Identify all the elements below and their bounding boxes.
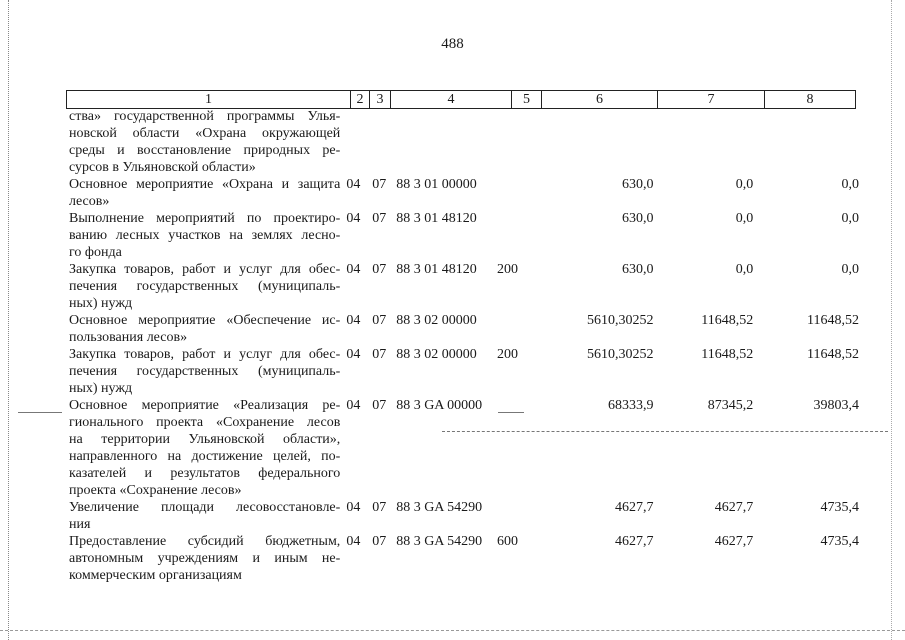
header-col-4: 4 xyxy=(391,91,512,108)
scan-line xyxy=(442,431,888,432)
header-col-1: 1 xyxy=(67,91,351,108)
row-name-line: печения государственных (муниципаль- xyxy=(69,364,341,379)
row-section: 04 xyxy=(346,262,361,277)
row-section: 04 xyxy=(346,500,361,515)
row-amount-col-7: 0,0 xyxy=(735,177,754,192)
header-col-7: 7 xyxy=(658,91,765,108)
row-expense-type xyxy=(497,499,534,533)
table-body xyxy=(69,108,859,584)
row-target-code: 88 3 01 48120 xyxy=(396,211,477,226)
row-name-line: новской области «Охрана окружающей xyxy=(69,126,341,141)
row-amount-col-6 xyxy=(534,108,654,176)
row-subsection: 07 xyxy=(372,500,387,515)
row-amount-col-8: 11648,52 xyxy=(807,347,860,362)
row-amount-col-7: 4627,7 xyxy=(714,500,754,515)
row-amount-col-8: 0,0 xyxy=(841,262,860,277)
row-section: 04 xyxy=(346,534,361,549)
row-name xyxy=(69,397,346,499)
row-amount-col-8 xyxy=(753,108,859,176)
table-row xyxy=(69,261,859,312)
row-name-line: сурсов в Ульяновской области» xyxy=(69,160,256,175)
header-col-8: 8 xyxy=(806,92,814,107)
table-row xyxy=(69,346,859,397)
row-expense-type: 600 xyxy=(496,534,518,549)
row-amount-col-7: 0,0 xyxy=(735,211,754,226)
row-name-line: Предоставление субсидий бюджетным, xyxy=(69,534,341,549)
row-name-line: гионального проекта «Сохранение лесов xyxy=(69,415,341,430)
row-subsection: 07 xyxy=(372,398,387,413)
row-name-line: го фонда xyxy=(69,245,122,260)
row-name xyxy=(69,346,346,397)
header-col-3: 3 xyxy=(370,91,391,108)
row-expense-type xyxy=(497,176,534,210)
row-name-line: казателей и результатов федерального xyxy=(69,466,341,481)
row-section: 04 xyxy=(346,211,361,226)
row-amount-col-7: 11648,52 xyxy=(701,313,754,328)
page-right-edge xyxy=(891,0,892,640)
row-amount-col-7: 11648,52 xyxy=(701,347,754,362)
row-name-line: Закупка товаров, работ и услуг для обес- xyxy=(69,262,341,277)
row-subsection: 07 xyxy=(372,211,387,226)
row-section: 04 xyxy=(346,398,361,413)
row-subsection: 07 xyxy=(372,534,387,549)
row-amount-col-7: 87345,2 xyxy=(707,398,754,413)
table-row xyxy=(69,108,859,176)
scan-line xyxy=(498,412,524,413)
row-target-code: 88 3 02 00000 xyxy=(396,347,477,362)
row-name-line: среды и восстановление природных ре- xyxy=(69,143,341,158)
row-expense-type xyxy=(497,210,534,261)
table-header xyxy=(66,90,856,109)
row-expense-type xyxy=(497,312,534,346)
row-target-code: 88 3 GA 00000 xyxy=(396,398,483,413)
row-expense-type xyxy=(497,108,534,176)
header-col-2: 2 xyxy=(351,91,370,108)
row-amount-col-8: 4735,4 xyxy=(820,500,860,515)
table-row xyxy=(69,176,859,210)
row-amount-col-6: 5610,30252 xyxy=(587,313,654,328)
row-name-line: ванию лесных участков на землях лесно- xyxy=(69,228,341,243)
row-subsection: 07 xyxy=(372,177,387,192)
row-target-code xyxy=(396,108,497,176)
row-name xyxy=(69,499,346,533)
row-name xyxy=(69,533,346,584)
row-target-code: 88 3 01 00000 xyxy=(396,177,477,192)
row-amount-col-6: 630,0 xyxy=(622,262,654,277)
row-section: 04 xyxy=(346,177,361,192)
row-subsection: 07 xyxy=(372,347,387,362)
scan-bottom-line xyxy=(0,630,905,631)
row-amount-col-8: 4735,4 xyxy=(820,534,860,549)
row-target-code: 88 3 02 00000 xyxy=(396,313,477,328)
row-amount-col-8: 0,0 xyxy=(841,177,860,192)
row-name-line: ных) нужд xyxy=(69,296,133,311)
binding-edge xyxy=(8,0,15,640)
row-subsection: 07 xyxy=(372,313,387,328)
row-name-line: ства» государственной программы Улья- xyxy=(69,109,341,124)
row-subsection xyxy=(372,108,396,176)
row-name xyxy=(69,108,346,176)
row-section: 04 xyxy=(346,313,361,328)
row-name-line: ния xyxy=(69,517,91,532)
scan-line xyxy=(18,412,62,413)
row-name-line: направленного на достижение целей, по- xyxy=(69,449,341,464)
row-amount-col-6: 630,0 xyxy=(622,177,654,192)
row-name xyxy=(69,261,346,312)
row-amount-col-6: 4627,7 xyxy=(615,500,654,515)
row-amount-col-6: 630,0 xyxy=(622,211,654,226)
table-row xyxy=(69,210,859,261)
table-row xyxy=(69,499,859,533)
row-amount-col-7: 4627,7 xyxy=(714,534,754,549)
row-name-line: Закупка товаров, работ и услуг для обес- xyxy=(69,347,341,362)
row-name-line: на территории Ульяновской области», xyxy=(69,432,341,447)
row-amount-col-7: 0,0 xyxy=(735,262,754,277)
row-name xyxy=(69,176,346,210)
row-name xyxy=(69,210,346,261)
row-name-line: Увеличение площади лесовосстановле- xyxy=(69,500,341,515)
row-expense-type: 200 xyxy=(496,262,518,277)
table-row xyxy=(69,312,859,346)
row-section xyxy=(346,108,372,176)
row-name-line: пользования лесов» xyxy=(69,330,188,345)
row-amount-col-8: 39803,4 xyxy=(813,398,860,413)
header-col-5: 5 xyxy=(512,91,542,108)
row-section: 04 xyxy=(346,347,361,362)
row-name xyxy=(69,312,346,346)
row-amount-col-8: 11648,52 xyxy=(807,313,860,328)
row-name-line: Основное мероприятие «Обеспечение ис- xyxy=(69,313,341,328)
row-name-line: печения государственных (муниципаль- xyxy=(69,279,341,294)
row-amount-col-7 xyxy=(654,108,754,176)
row-name-line: автономным учреждениям и иным не- xyxy=(69,551,341,566)
header-col-6: 6 xyxy=(542,91,658,108)
row-name-line: коммерческим организациям xyxy=(69,568,242,583)
page-number: 488 xyxy=(441,36,464,52)
row-subsection: 07 xyxy=(372,262,387,277)
row-target-code: 88 3 GA 54290 xyxy=(396,534,483,549)
row-amount-col-6: 4627,7 xyxy=(615,534,654,549)
row-name-line: Основное мероприятие «Охрана и защита xyxy=(69,177,341,192)
row-name-line: Основное мероприятие «Реализация ре- xyxy=(69,398,341,413)
row-target-code: 88 3 01 48120 xyxy=(396,262,477,277)
row-amount-col-6: 5610,30252 xyxy=(587,347,654,362)
row-name-line: лесов» xyxy=(69,194,110,209)
row-name-line: проекта «Сохранение лесов» xyxy=(69,483,242,498)
row-target-code: 88 3 GA 54290 xyxy=(396,500,483,515)
row-amount-col-8: 0,0 xyxy=(841,211,860,226)
table-row xyxy=(69,397,859,499)
table-row xyxy=(69,533,859,584)
row-expense-type: 200 xyxy=(496,347,518,362)
row-name-line: ных) нужд xyxy=(69,381,133,396)
row-name-line: Выполнение мероприятий по проектиро- xyxy=(69,211,341,226)
row-amount-col-6: 68333,9 xyxy=(608,398,654,413)
